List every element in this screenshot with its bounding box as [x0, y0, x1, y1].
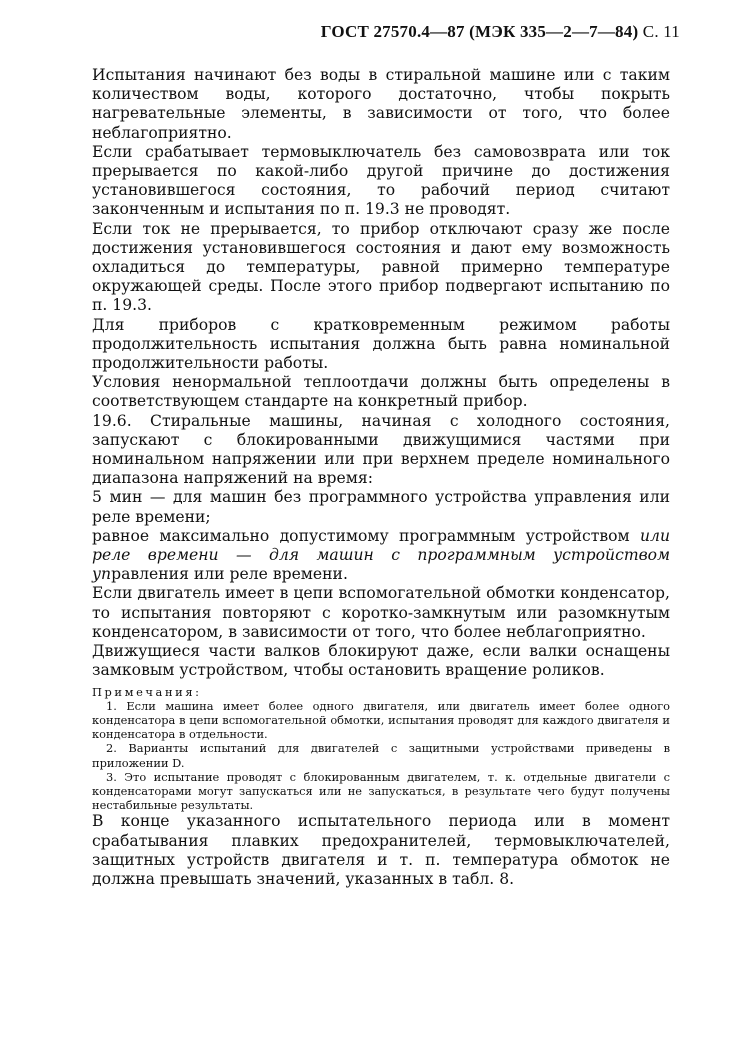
paragraph: Испытания начинают без воды в стиральной машине или с таким количеством воды, которого достаточно, чтобы покрыть нагревательные элементы, в зависимости от того, что более неблагоприятно.	[92, 66, 670, 142]
paragraph-program-device	[92, 527, 670, 585]
paragraph: Если срабатывает термовыключатель без самовозврата или ток прерывается по какой-либо другой причине до достижения установившегося состояния, то рабочий период считают законченным и испытания по п. 19.3 не проводят.	[92, 142, 670, 219]
paragraph: Для приборов с кратковременным режимом работы продолжительность испытания должна быть равна номинальной продолжительности работы.	[92, 315, 670, 373]
notes-section	[92, 685, 670, 813]
page-number: С. 11	[642, 22, 680, 41]
text-run: равления или реле времени.	[111, 565, 348, 584]
page-header	[300, 22, 680, 42]
standard-code: ГОСТ 27570.4—87 (МЭК 335—2—7—84)	[320, 22, 639, 41]
italic-run: или реле времени — для машин с программным устройством уп	[92, 526, 670, 584]
note-item: 1. Если машина имеет более одного двигателя, или двигатель имеет более одного конденсатора в цепи вспомогательной обмотки, испытания проводят для каждого двигателя и конденсатора в отдельности.	[92, 698, 670, 742]
clause-19-6: 19.6. Стиральные машины, начиная с холодного состояния, запускают с блокированными движущимися частями при номинальном напряжении или при верхнем пределе номинального диапазона напряжений на время:	[92, 411, 670, 488]
paragraph: Условия ненормальной теплоотдачи должны быть определены в соответствующем стандарте на конкретный прибор.	[92, 373, 670, 411]
body-text	[92, 66, 670, 889]
paragraph: Если двигатель имеет в цепи вспомогательной обмотки конденсатор, то испытания повторяют с коротко-замкнутым или разомкнутым конденсатором, в зависимости от того, что более неблагоприятно.	[92, 584, 670, 641]
note-item: 3. Это испытание проводят с блокированным двигателем, т. к. отдельные двигатели с конденсаторами могут запускаться или не запускаться, в результате чего будут получены нестабильные результаты.	[92, 769, 670, 813]
final-paragraph: В конце указанного испытательного периода или в момент срабатывания плавких предохранителей, термовыключателей, защитных устройств двигателя и т. п. температура обмоток не должна превышать значений, указанных в табл. 8.	[92, 812, 670, 888]
note-item: 2. Варианты испытаний для двигателей с защитными устройствами приведены в приложении D.	[92, 741, 670, 770]
paragraph: Если ток не прерывается, то прибор отключают сразу же после достижения установившегося состояния и дают ему возможность охладиться до температуры, равной примерно температуре окружающей среды. После этого прибор подвергают испытанию по п. 19.3.	[92, 219, 670, 315]
notes-title: Примечания:	[92, 684, 202, 699]
text-run: равное максимально допустимому программным устройством	[92, 526, 640, 545]
paragraph: 5 мин — для машин без программного устройства управления или реле времени;	[92, 488, 670, 526]
paragraph: Движущиеся части валков блокируют даже, если валки оснащены замковым устройством, чтобы остановить вращение роликов.	[92, 642, 670, 680]
